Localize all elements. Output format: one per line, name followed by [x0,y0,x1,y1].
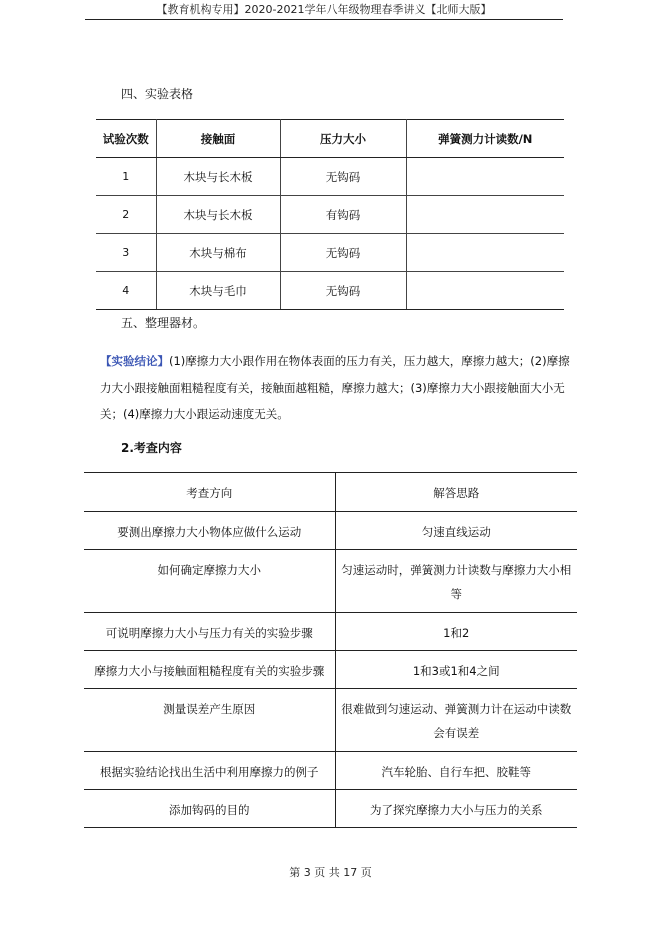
table-row [84,651,577,689]
conclusion-tag: 【实验结论】 [100,354,169,368]
exam-direction: 摩擦力大小与接触面粗糙程度有关的实验步骤 [84,651,335,689]
trial-number: 2 [96,196,156,234]
experiment-table-header-row [96,120,564,158]
pressure-condition: 无钩码 [280,158,406,196]
table-row [84,613,577,651]
header-contact-surface: 接触面 [156,120,280,158]
exam-direction: 添加钩码的目的 [84,790,335,828]
spring-reading [406,196,564,234]
trial-number: 4 [96,272,156,310]
experiment-table [96,119,564,310]
conclusion-text: (1)摩擦力大小跟作用在物体表面的压力有关，压力越大，摩擦力越大；(2)摩擦力大小跟接触面粗糙程度有关，接触面越粗糙，摩擦力越大；(3)摩擦力大小跟接触面大小无关；(4)摩擦力大小跟运动速度无关。 [100,354,570,421]
experiment-conclusion [100,348,575,428]
exam-direction: 要测出摩擦力大小物体应做什么运动 [84,512,335,550]
trial-number: 3 [96,234,156,272]
answer-approach: 1和2 [335,613,577,651]
spring-reading [406,272,564,310]
contact-surface: 木块与毛巾 [156,272,280,310]
exam-content-table [84,472,577,828]
page-footer: 第 3 页 共 17 页 [289,866,372,879]
exam-direction: 可说明摩擦力大小与压力有关的实验步骤 [84,613,335,651]
header-pressure: 压力大小 [280,120,406,158]
table-row [84,752,577,790]
spring-reading [406,158,564,196]
answer-approach: 很难做到匀速运动、弹簧测力计在运动中读数会有误差 [335,689,577,752]
exam-direction: 根据实验结论找出生活中利用摩擦力的例子 [84,752,335,790]
table-row [96,272,564,310]
page-header: 【教育机构专用】2020-2021学年八年级物理春季讲义【北师大版】 [156,3,492,16]
contact-surface: 木块与棉布 [156,234,280,272]
exam-direction: 如何确定摩擦力大小 [84,550,335,613]
trial-number: 1 [96,158,156,196]
spring-reading [406,234,564,272]
table-row [96,196,564,234]
answer-approach: 汽车轮胎、自行车把、胶鞋等 [335,752,577,790]
header-trial-count: 试验次数 [96,120,156,158]
table-row [84,512,577,550]
section-4-title: 四、实验表格 [121,87,194,101]
pressure-condition: 无钩码 [280,234,406,272]
exam-table-header-row [84,473,577,512]
table-row [84,550,577,613]
table-row [96,234,564,272]
contact-surface: 木块与长木板 [156,158,280,196]
pressure-condition: 有钩码 [280,196,406,234]
answer-approach: 匀速直线运动 [335,512,577,550]
table-row [84,689,577,752]
table-row [96,158,564,196]
header-answer-approach: 解答思路 [335,473,577,512]
section-5-title: 五、整理器材。 [121,316,206,330]
section-2-title: 2.考查内容 [121,441,182,455]
pressure-condition: 无钩码 [280,272,406,310]
exam-direction: 测量误差产生原因 [84,689,335,752]
table-row [84,790,577,828]
contact-surface: 木块与长木板 [156,196,280,234]
header-rule [85,19,563,20]
answer-approach: 为了探究摩擦力大小与压力的关系 [335,790,577,828]
header-spring-reading: 弹簧测力计读数/N [406,120,564,158]
answer-approach: 匀速运动时，弹簧测力计读数与摩擦力大小相等 [335,550,577,613]
header-exam-direction: 考查方向 [84,473,335,512]
answer-approach: 1和3或1和4之间 [335,651,577,689]
